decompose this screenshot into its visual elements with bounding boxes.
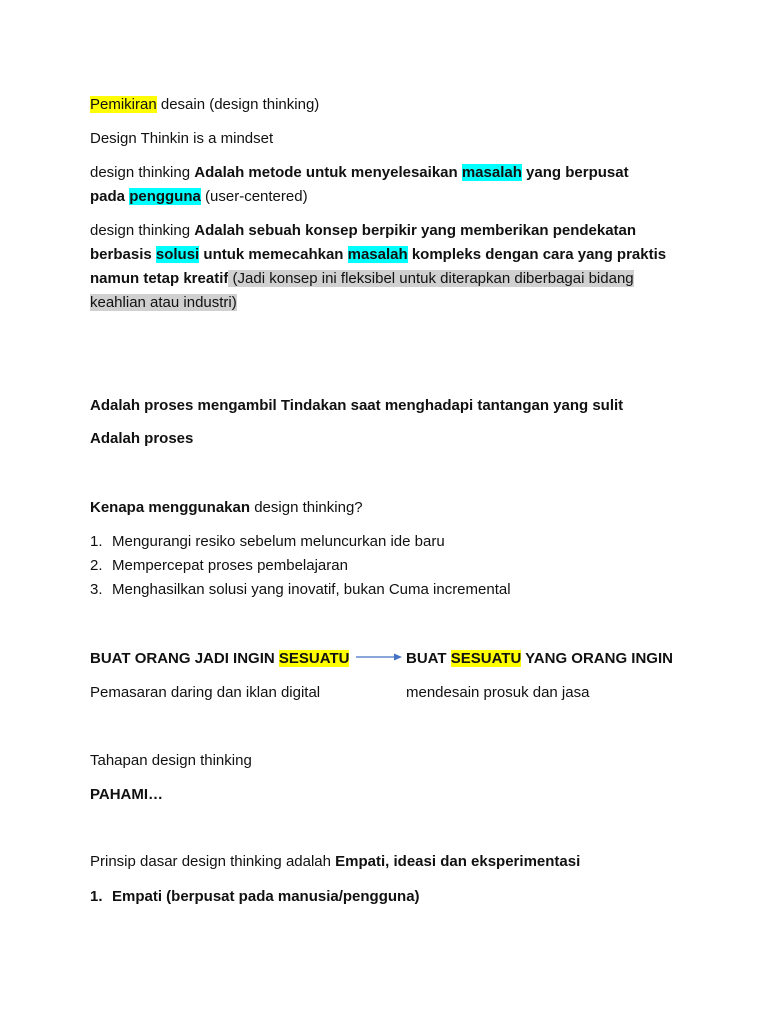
definition-2-line-3 (90, 268, 634, 290)
def1-rest: (user-centered) (200, 188, 308, 205)
def2-bold-memecahkan: untuk memecahkan (199, 246, 348, 263)
def2-bold-berbasis: berbasis (90, 246, 156, 263)
prinsip-line (90, 851, 580, 873)
prinsip-bold: Empati, ideasi dan eksperimentasi (335, 853, 581, 870)
list-text: Menghasilkan solusi yang inovatif, bukan Cuma incremental (112, 581, 511, 598)
definition-2-line-1 (90, 220, 636, 242)
def2-bold-kreatif: namun tetap kreatif (90, 270, 229, 287)
def1-bold: Adalah metode untuk menyelesaikan (194, 164, 462, 181)
arrow-right-icon (356, 651, 402, 663)
definition-1-line-1 (90, 162, 629, 184)
mindset-line: Design Thinkin is a mindset (90, 130, 274, 147)
definition-2-line-4 (90, 292, 237, 314)
highlight-masalah-2: masalah (347, 246, 408, 263)
highlight-gray-note: (Jadi konsep ini fleksibel untuk diterapkan diberbagai bidang (228, 270, 634, 287)
compare-right-rest: YANG ORANG INGIN (521, 650, 673, 667)
def1-prefix: design thinking (90, 164, 195, 181)
prinsip-text: Prinsip dasar design thinking adalah (90, 853, 336, 870)
title-rest: desain (design thinking) (156, 96, 320, 113)
list-item (90, 554, 511, 578)
list-item (90, 885, 420, 909)
highlight-pemikiran: Pemikiran (90, 96, 157, 113)
pahami-line: PAHAMI… (90, 786, 164, 803)
why-rest: design thinking? (250, 499, 363, 516)
list-number: 3. (90, 581, 103, 598)
list-text: Mempercepat proses pembelajaran (112, 557, 348, 574)
compare-right-sub: mendesain prosuk dan jasa (406, 684, 590, 701)
list-item (90, 530, 511, 554)
reasons-list (90, 530, 511, 602)
definition-2-line-2 (90, 244, 666, 266)
compare-right (406, 648, 673, 670)
compare-right-text: BUAT (406, 650, 451, 667)
highlight-solusi: solusi (155, 246, 200, 263)
list-text: Mengurangi resiko sebelum meluncurkan ide baru (112, 533, 445, 550)
highlight-masalah: masalah (461, 164, 522, 181)
compare-left (90, 648, 349, 670)
def2-prefix: design thinking (90, 222, 195, 239)
list-number: 2. (90, 557, 103, 574)
list-number: 1. (90, 533, 103, 550)
list-text: Empati (berpusat pada manusia/pengguna) (112, 888, 420, 905)
highlight-sesuatu-2: SESUATU (450, 650, 522, 667)
compare-left-sub: Pemasaran daring dan iklan digital (90, 684, 321, 701)
why-heading (90, 497, 363, 519)
tahapan-line: Tahapan design thinking (90, 752, 252, 769)
definition-1-line-2 (90, 186, 308, 208)
highlight-pengguna: pengguna (129, 188, 201, 205)
list-number: 1. (90, 888, 103, 905)
def1-bold-pada: pada (90, 188, 130, 205)
highlight-gray-note-end: keahlian atau industri) (90, 294, 237, 311)
prinsip-list (90, 885, 420, 909)
def2-bold: Adalah sebuah konsep berpikir yang memberikan pendekatan (194, 222, 637, 239)
doc-title (90, 94, 319, 116)
def2-bold-kompleks: kompleks dengan cara yang praktis (407, 246, 667, 263)
proses-line-1: Adalah proses mengambil Tindakan saat menghadapi tantangan yang sulit (90, 397, 624, 414)
proses-line-2: Adalah proses (90, 430, 194, 447)
highlight-sesuatu: SESUATU (278, 650, 350, 667)
compare-left-text: BUAT ORANG JADI INGIN (90, 650, 279, 667)
why-bold: Kenapa menggunakan (90, 499, 251, 516)
def1-bold-end: yang berpusat (521, 164, 629, 181)
list-item (90, 578, 511, 602)
